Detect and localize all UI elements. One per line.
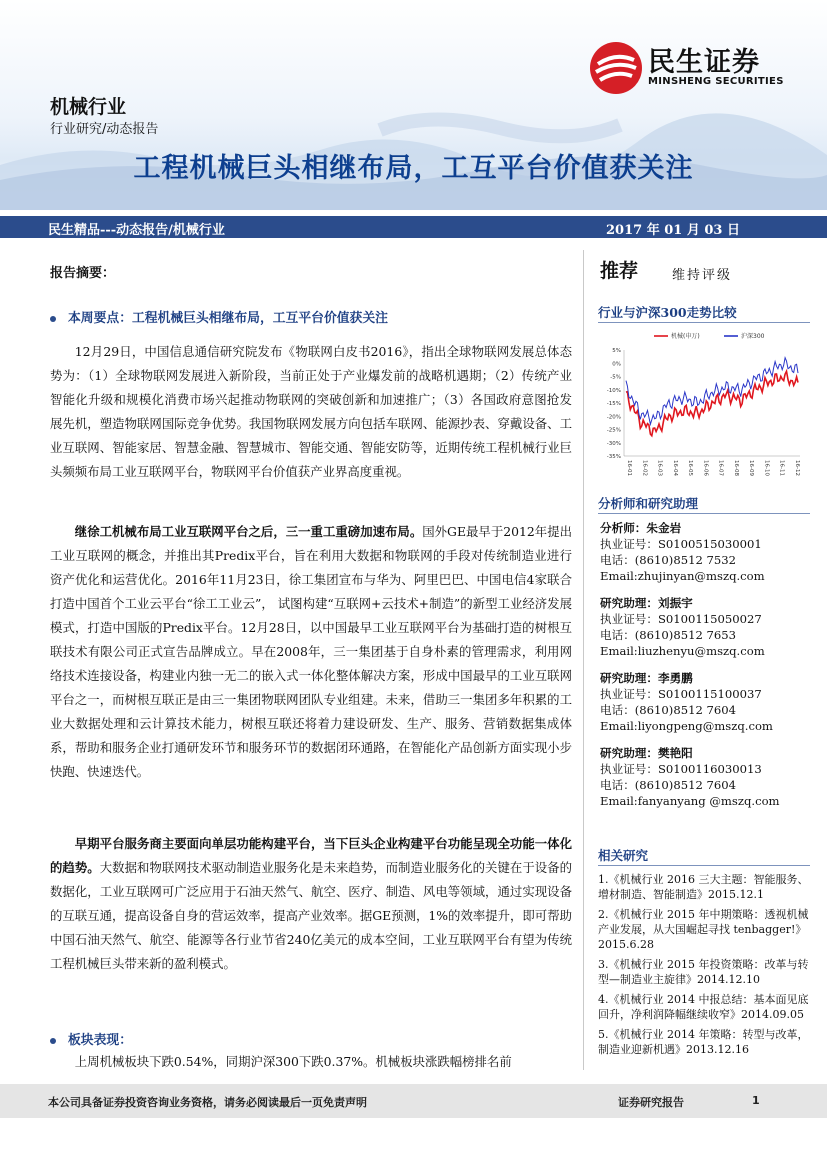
related-item: 1.《机械行业 2016 三大主题：智能服务、增材制造、智能制造》2015.12.1 <box>598 873 809 901</box>
x-tick-label: 16-05 <box>687 460 694 476</box>
summary-paragraph-1: 12月29日，中国信息通信研究院发布《物联网白皮书2016》，指出全球物联网发展总体态势为：（1）全球物联网发展进入新阶段，当前正处于产业爆发前的战略机遇期；（2）传统产业智能化升级和规模化消费市场兴起推动物联网的突破创新和加速推广；（3）各国政府意图抢发展先机，塑造物联网国际竞争优势。我国物联网发展方向包括车联网、能源抄表、穿戴设备、工业互联网、智能家居、智慧金融、智慧城市、智能交通、智能安防等，近期传统工程机械行业巨头频频布局工业互联网平台，物联网平台价值获产业界高度重视。 <box>50 344 572 479</box>
legend-label: 机械(申万) <box>671 333 700 340</box>
y-tick-label: -35% <box>606 454 621 460</box>
legend-label: 沪深300 <box>741 333 765 340</box>
bullet-icon <box>50 1038 56 1044</box>
y-tick-label: 5% <box>612 348 621 354</box>
analyst-section-title: 分析师和研究助理 <box>598 496 699 511</box>
related-list <box>598 872 813 1062</box>
brand-name-en: MINSHENG SECURITIES <box>648 76 784 87</box>
section-divider <box>598 865 810 866</box>
x-tick-label: 16-08 <box>732 460 739 476</box>
performance-chart <box>594 326 808 486</box>
x-tick-label: 16-06 <box>702 460 709 476</box>
report-date: 2017 年 01 月 03 日 <box>606 223 740 238</box>
summary-paragraph-2: 继徐工机械布局工业互联网平台之后，三一重工重磅加速布局。国外GE最早于2012年提出工业互联网的概念，并推出其Predix平台，旨在利用大数据和物联网的手段对传统制造业进行资产优化和运营优化。2016年11月23日，徐工集团宣布与华为、阿里巴巴、中国电信4家联合打造中国首个工业云平台“徐工工业云”， 试图构建“互联网+云技术+制造”的新型工业经济发展模式，打造中国版的Predix平台。12月28日，以中国最早工业互联网平台为基础打造的树根互联技术有限公司正式宣告品牌成立。早在2008年，三一集团基于自身朴素的管理需求，利用网络技术连接设备，构建业内独一无二的嵌入式一体化整体解决方案，形成中国最早的工业互联网平台之一，而树根互联正是由三一集团物联网团队专业组建。未来，借助三一集团多年积累的工业大数据处理和云计算技术能力，树根互联还将着力建设研发、生产、服务、营销数据集成体系，帮助和服务企业打通研发环节和服务环节的数据闭环通路，在智能化产品创新方面实现小步快跑、快速迭代。 <box>50 524 572 779</box>
analyst-list <box>600 520 815 820</box>
chart-section-title: 行业与沪深300走势比较 <box>598 305 737 320</box>
x-tick-label: 16-11 <box>778 460 785 476</box>
analyst-entry: 分析师：朱金岩 执业证号：S0100515030001 电话：(8610)8512 7532 Email:zhujinyan@mszq.com <box>600 521 765 583</box>
related-item: 3.《机械行业 2015 年投资策略：改革与转型—制造业主旋律》2014.12.10 <box>598 958 809 986</box>
x-tick-label: 16-10 <box>763 460 770 476</box>
rating-sub: 维持评级 <box>672 268 733 283</box>
y-tick-label: -15% <box>606 401 621 407</box>
summary-paragraph-3: 早期平台服务商主要面向单层功能构建平台，当下巨头企业构建平台功能呈现全功能一体化的趋势。大数据和物联网技术驱动制造业服务化是未来趋势，而制造业服务化的关键在于设备的数据化，工业互联网可广泛应用于石油天然气、航空、医疗、制造、风电等领域，通过实现设备的互联互通，提高设备自身的营运效率，提高产业效率。据GE预测，1%的效率提升，即可帮助中国石油天然气、航空、能源等各行业节省240亿美元的成本空间，工业互联网平台有望为传统工程机械巨头带来新的盈利模式。 <box>50 836 573 971</box>
series-line-machinery <box>626 371 798 435</box>
x-tick-label: 16-01 <box>626 460 632 476</box>
section-divider <box>598 513 810 514</box>
x-tick-label: 16-02 <box>641 460 648 476</box>
bullet-icon <box>50 316 56 322</box>
series-line-hs300 <box>626 358 798 425</box>
analyst-entry: 研究助理：樊艳阳 执业证号：S0100116030013 电话：(8610)8512 7604 Email:fanyanyang @mszq.com <box>600 746 780 808</box>
summary-paragraph-4: 上周机械板块下跌0.54%，同期沪深300下跌0.37%。机械板块涨跌幅榜排名前 <box>74 1054 512 1069</box>
y-tick-label: -20% <box>606 414 621 421</box>
footer-report-type: 证券研究报告 <box>618 1096 684 1109</box>
y-tick-label: -30% <box>606 440 621 447</box>
x-tick-label: 16-07 <box>717 460 724 476</box>
x-tick-label: 16-09 <box>748 460 755 476</box>
x-tick-label: 16-12 <box>794 460 800 476</box>
x-tick-label: 16-04 <box>671 460 678 476</box>
related-item: 5.《机械行业 2014 年策略：转型与改革，制造业迎新机遇》2013.12.16 <box>598 1028 809 1056</box>
y-tick-label: -10% <box>606 387 621 394</box>
report-title: 工程机械巨头相继布局，工互平台价值获关注 <box>133 153 694 184</box>
page-number: 1 <box>752 1094 760 1107</box>
column-divider <box>583 250 584 1070</box>
related-section-title: 相关研究 <box>598 848 649 863</box>
x-tick-label: 16-03 <box>656 460 663 476</box>
y-tick-label: -5% <box>610 374 621 381</box>
point2-title: 板块表现： <box>50 1029 132 1048</box>
y-tick-label: 0% <box>612 361 621 368</box>
summary-heading: 报告摘要： <box>50 266 116 281</box>
point1-title: 本周要点：工程机械巨头相继布局，工互平台价值获关注 <box>50 307 388 326</box>
analyst-entry: 研究助理：刘振宇 执业证号：S0100115050027 电话：(8610)8512 7653 Email:liuzhenyu@mszq.com <box>600 596 765 658</box>
footer-disclaimer: 本公司具备证券投资咨询业务资格，请务必阅读最后一页免责声明 <box>48 1096 367 1109</box>
series-label: 民生精品---动态报告/机械行业 <box>48 223 225 238</box>
report-type: 行业研究/动态报告 <box>50 122 159 137</box>
industry-label: 机械行业 <box>50 96 127 118</box>
brand-name-cn: 民生证券 <box>648 47 760 78</box>
related-item: 2.《机械行业 2015 年中期策略：透视机械产业发展，从大国崛起寻找 tenbagger!》2015.6.28 <box>598 908 809 951</box>
related-item: 4.《机械行业 2014 中报总结：基本面见底回升，净利润降幅继续收窄》2014.09.05 <box>598 993 809 1021</box>
section-divider <box>598 322 810 323</box>
rating-main: 推荐 <box>600 260 639 282</box>
analyst-entry: 研究助理：李勇鹏 执业证号：S0100115100037 电话：(8610)8512 7604 Email:liyongpeng@mszq.com <box>600 671 773 733</box>
y-tick-label: -25% <box>606 427 621 434</box>
